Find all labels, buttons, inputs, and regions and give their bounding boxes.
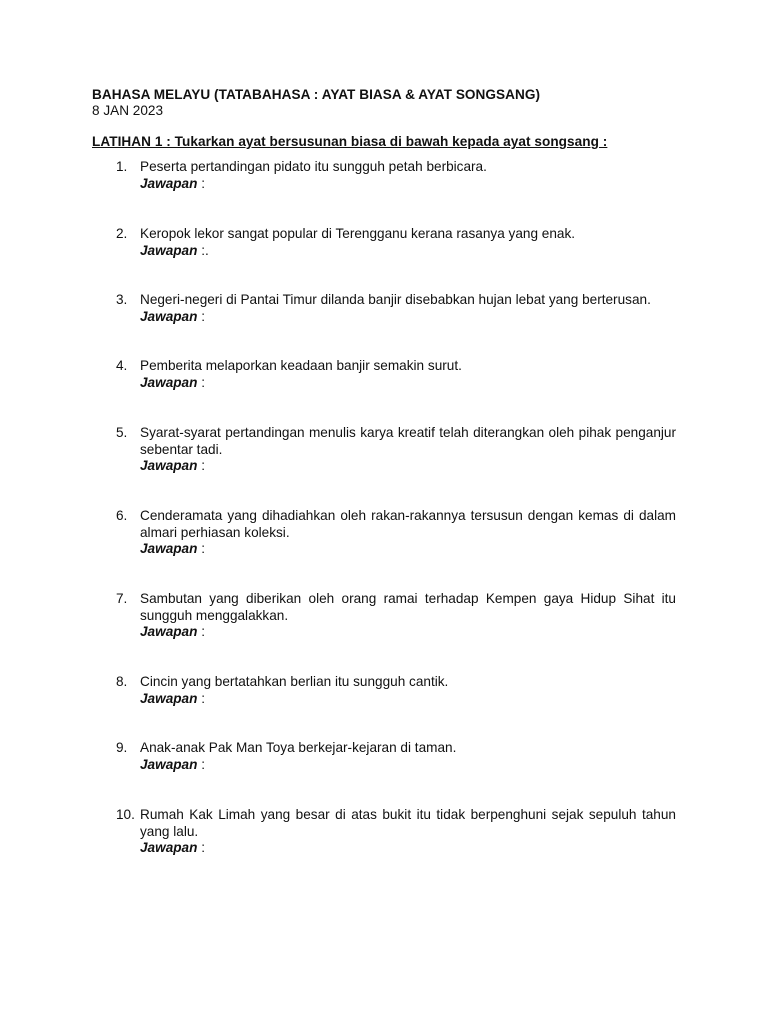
question-item: [116, 159, 676, 192]
worksheet-header: [92, 87, 540, 119]
answer-suffix: :: [197, 458, 205, 473]
question-text: Anak-anak Pak Man Toya berkejar-kejaran di taman.: [140, 740, 457, 755]
question-text: Peserta pertandingan pidato itu sungguh petah berbicara.: [140, 159, 487, 174]
question-text: Syarat-syarat pertandingan menulis karya kreatif telah diterangkan oleh pihak penganjur sebentar tadi.: [140, 425, 676, 457]
answer-label: Jawapan: [140, 175, 198, 191]
question-item: [116, 807, 676, 857]
question-number: 4.: [116, 358, 128, 373]
question-item: [116, 591, 676, 641]
question-item: [116, 292, 676, 325]
question-text: Rumah Kak Limah yang besar di atas bukit itu tidak berpenghuni sejak sepuluh tahun yang lalu.: [140, 807, 676, 839]
question-number: 6.: [116, 508, 128, 523]
answer-suffix: :: [197, 624, 205, 639]
question-number: 8.: [116, 674, 128, 689]
question-number: 5.: [116, 425, 128, 440]
worksheet-date: 8 JAN 2023: [92, 103, 164, 118]
question-number: 7.: [116, 591, 128, 606]
answer-line: [140, 375, 676, 392]
answer-label: Jawapan: [140, 458, 198, 473]
answer-suffix: :: [197, 308, 205, 324]
question-item: [116, 674, 676, 707]
answer-line: [140, 691, 676, 708]
answer-line: [140, 840, 676, 857]
question-number: 9.: [116, 740, 128, 755]
question-text: Cincin yang bertatahkan berlian itu sungguh cantik.: [140, 674, 449, 689]
answer-suffix: :: [197, 840, 205, 855]
question-item: [116, 508, 676, 558]
answer-suffix: :: [197, 541, 205, 556]
answer-line: [140, 541, 676, 558]
question-number: 2.: [116, 226, 128, 241]
answer-suffix: :: [197, 175, 205, 191]
answer-label: Jawapan: [140, 756, 198, 772]
answer-line: [140, 243, 676, 260]
question-text: Cenderamata yang dihadiahkan oleh rakan-rakannya tersusun dengan kemas di dalam almari perhiasan koleksi.: [140, 508, 676, 540]
answer-line: [140, 176, 676, 193]
answer-suffix: :: [197, 690, 205, 706]
answer-line: [140, 309, 676, 326]
question-item: [116, 226, 676, 259]
answer-line: [140, 458, 676, 475]
answer-line: [140, 757, 676, 774]
answer-line: [140, 624, 676, 641]
answer-label: Jawapan: [140, 374, 198, 390]
answer-label: Jawapan: [140, 624, 198, 639]
question-number: 10.: [116, 807, 135, 822]
question-text: Keropok lekor sangat popular di Terengganu kerana rasanya yang enak.: [140, 226, 576, 241]
answer-label: Jawapan: [140, 242, 198, 258]
worksheet-title: BAHASA MELAYU (TATABAHASA : AYAT BIASA & AYAT SONGSANG): [92, 87, 541, 102]
question-text: Pemberita melaporkan keadaan banjir semakin surut.: [140, 358, 462, 373]
answer-suffix: :: [197, 374, 205, 390]
question-item: [116, 425, 676, 475]
answer-label: Jawapan: [140, 690, 198, 706]
question-item: [116, 740, 676, 773]
answer-suffix: :.: [197, 242, 209, 258]
question-text: Negeri-negeri di Pantai Timur dilanda banjir disebabkan hujan lebat yang berterusan.: [140, 292, 651, 307]
answer-label: Jawapan: [140, 840, 198, 855]
answer-label: Jawapan: [140, 308, 198, 324]
question-item: [116, 358, 676, 391]
question-text: Sambutan yang diberikan oleh orang ramai terhadap Kempen gaya Hidup Sihat itu sungguh menggalakkan.: [140, 591, 676, 623]
exercise-heading: LATIHAN 1 : Tukarkan ayat bersusunan biasa di bawah kepada ayat songsang :: [92, 134, 608, 149]
answer-suffix: :: [197, 756, 205, 772]
question-number: 3.: [116, 292, 128, 307]
answer-label: Jawapan: [140, 541, 198, 556]
question-number: 1.: [116, 159, 128, 174]
